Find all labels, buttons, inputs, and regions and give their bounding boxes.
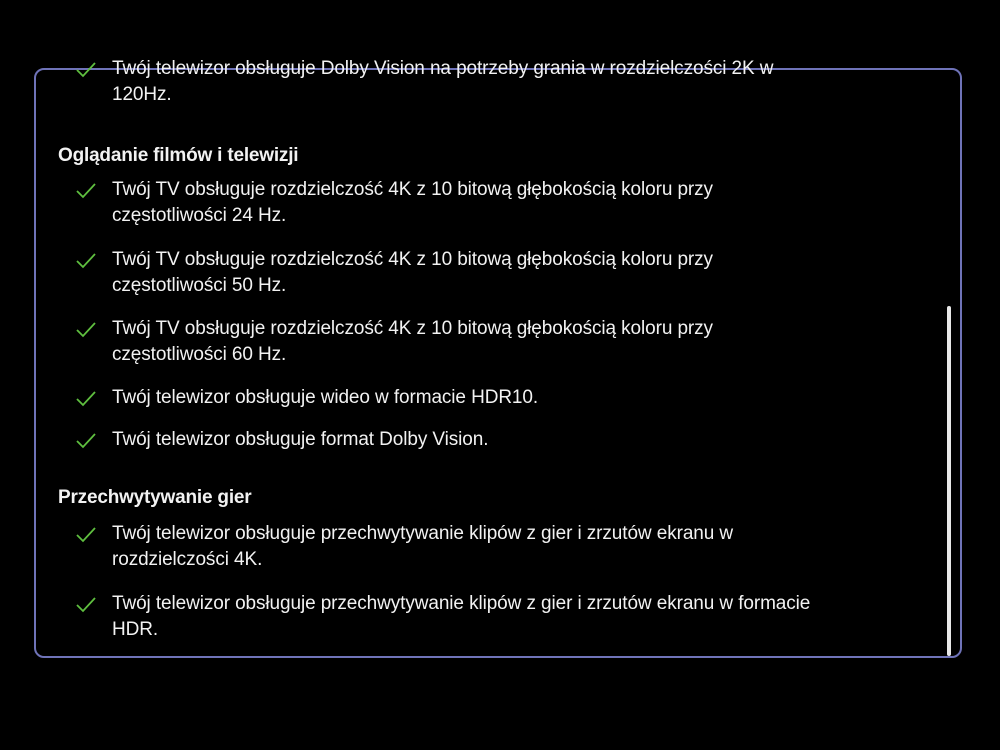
list-item xyxy=(36,427,940,453)
section-heading-game-capture: Przechwytywanie gier xyxy=(58,487,252,508)
checkmark-icon xyxy=(75,59,97,81)
tv-capabilities-panel xyxy=(34,58,962,658)
item-line-2: rozdzielczości 4K. xyxy=(112,549,263,570)
checkmark-icon xyxy=(75,594,97,616)
checkmark-icon xyxy=(75,180,97,202)
section-heading-movies-tv: Oglądanie filmów i telewizji xyxy=(58,145,299,166)
scroll-content xyxy=(36,58,940,656)
item-line-1: Twój telewizor obsługuje przechwytywanie klipów z gier i zrzutów ekranu w xyxy=(112,523,734,544)
item-line-1: Twój telewizor obsługuje przechwytywanie klipów z gier i zrzutów ekranu w formacie xyxy=(112,593,811,614)
list-item xyxy=(36,385,940,411)
list-item xyxy=(36,56,940,108)
checkmark-icon xyxy=(75,388,97,410)
item-line-1: Twój TV obsługuje rozdzielczość 4K z 10 bitową głębokością koloru przy xyxy=(112,179,713,200)
item-line-1: Twój telewizor obsługuje wideo w formacie HDR10. xyxy=(112,387,539,408)
checkmark-icon xyxy=(75,250,97,272)
item-line-1: Twój TV obsługuje rozdzielczość 4K z 10 bitową głębokością koloru przy xyxy=(112,318,713,339)
item-line-2: częstotliwości 24 Hz. xyxy=(112,205,287,226)
item-line-1: Twój telewizor obsługuje Dolby Vision na potrzeby grania w rozdzielczości 2K w xyxy=(112,58,774,79)
item-line-2: HDR. xyxy=(112,619,159,640)
scrollbar-thumb[interactable] xyxy=(947,306,951,656)
item-line-1: Twój telewizor obsługuje format Dolby Vision. xyxy=(112,429,489,450)
list-item xyxy=(36,177,940,229)
checkmark-icon xyxy=(75,319,97,341)
list-item xyxy=(36,316,940,368)
checkmark-icon xyxy=(75,524,97,546)
item-line-2: częstotliwości 60 Hz. xyxy=(112,344,287,365)
item-line-2: 120Hz. xyxy=(112,84,172,105)
list-item xyxy=(36,591,940,643)
item-line-2: częstotliwości 50 Hz. xyxy=(112,275,287,296)
list-item xyxy=(36,521,940,573)
checkmark-icon xyxy=(75,430,97,452)
item-line-1: Twój TV obsługuje rozdzielczość 4K z 10 bitową głębokością koloru przy xyxy=(112,249,713,270)
list-item xyxy=(36,247,940,299)
